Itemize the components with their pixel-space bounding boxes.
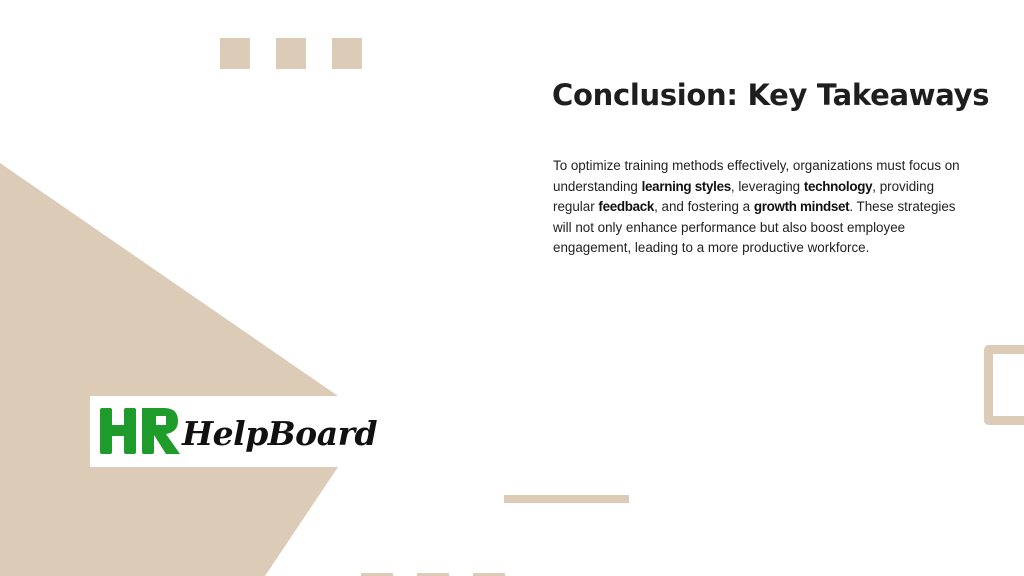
keyword-learning-styles: learning styles [641, 178, 731, 194]
keyword-technology: technology [803, 178, 873, 194]
body-text-segment: . These strategies will not only enhance performance but also boost employee engagement, leading to a more productive workforce. [553, 199, 956, 255]
body-text-segment: , providing regular [553, 178, 935, 214]
decor-square-1 [220, 38, 250, 69]
hr-helpboard-logo [90, 396, 378, 467]
decor-bracket [984, 345, 1024, 425]
decor-bar [504, 495, 629, 503]
body-text-segment: , and fostering a [654, 199, 754, 214]
body-text-segment: , leveraging [730, 178, 804, 194]
body-paragraph [553, 156, 973, 259]
hr-logo-mark-icon [98, 404, 182, 458]
keyword-growth-mindset: growth mindset [753, 199, 850, 214]
logo-wordmark: HelpBoard [182, 414, 378, 453]
decor-square-3 [332, 38, 362, 69]
slide-title: Conclusion: Key Takeaways [552, 78, 990, 112]
keyword-feedback: feedback [598, 199, 655, 214]
decor-square-2 [276, 38, 306, 69]
body-text-segment: To optimize training methods effectively, organizations must focus on understanding [553, 158, 960, 194]
